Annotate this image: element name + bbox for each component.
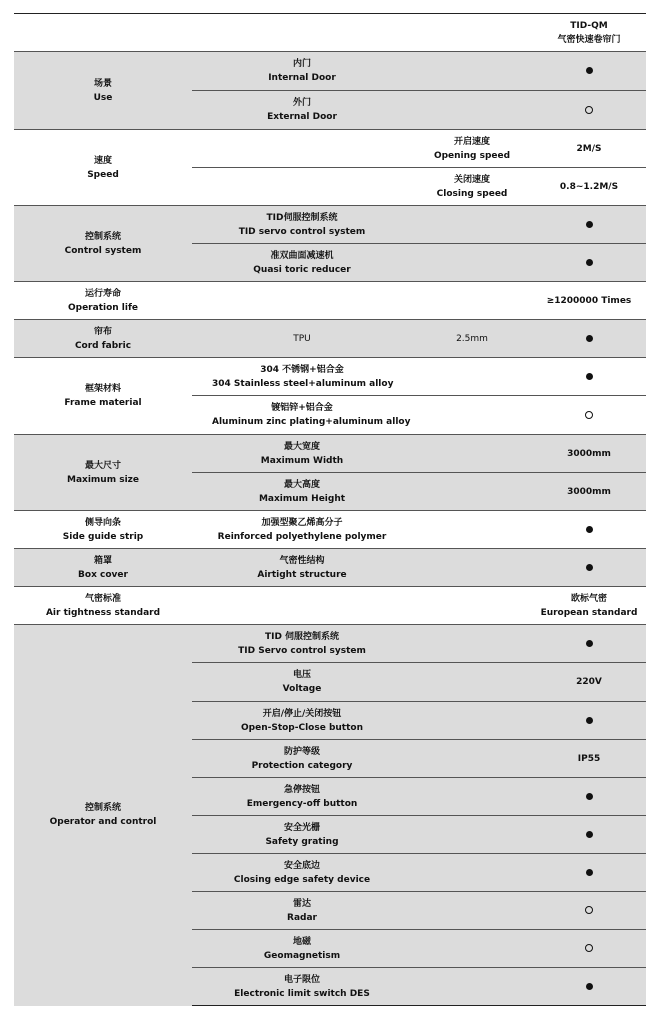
empty-cell	[412, 52, 532, 91]
item-label-en: Airtight structure	[257, 569, 347, 580]
value-cell: 0.8~1.2M/S	[532, 168, 646, 206]
item-cell	[192, 511, 412, 549]
filled-circle-icon	[586, 335, 593, 342]
filled-circle-icon	[586, 259, 593, 266]
item-label-zh: 急停按钮	[283, 784, 320, 795]
category-use	[14, 52, 192, 130]
item-label-en: Maximum Height	[258, 493, 346, 504]
empty-cell	[192, 587, 412, 625]
empty-cell	[412, 282, 532, 320]
item-label-en: Electronic limit switch DES	[234, 988, 370, 999]
item-label-en: Safety grating	[265, 836, 339, 847]
item-label-en: Maximum Width	[260, 455, 344, 466]
table-row	[14, 435, 646, 473]
filled-circle-icon	[586, 564, 593, 571]
mark-cell	[532, 854, 646, 892]
item-label-zh: 电压	[292, 670, 311, 680]
header-blank	[412, 14, 532, 52]
value-cell: 3000mm	[532, 473, 646, 511]
item-label-en: Emergency-off button	[246, 798, 358, 809]
item-cell	[192, 854, 412, 892]
filled-circle-icon	[586, 831, 593, 838]
item-label-zh: 外门	[292, 98, 311, 108]
item-label-zh: 雷达	[292, 898, 311, 909]
category-control-system	[14, 206, 192, 282]
mark-cell	[532, 206, 646, 244]
item-label-en: Open-Stop-Close button	[241, 722, 363, 733]
category-label-en: Box cover	[78, 569, 128, 580]
category-label-en: Use	[93, 92, 113, 103]
mark-cell	[532, 968, 646, 1006]
item-label-zh: 最大高度	[283, 479, 320, 490]
value-cell: 2M/S	[532, 130, 646, 168]
item-label-en: Radar	[287, 912, 317, 923]
hollow-circle-icon	[585, 944, 593, 952]
item-label-en: 304 Stainless steel+aluminum alloy	[212, 378, 394, 389]
item-cell	[192, 396, 532, 435]
mark-cell	[532, 320, 646, 358]
empty-cell	[412, 206, 532, 244]
empty-cell	[192, 168, 412, 206]
empty-cell	[412, 740, 532, 778]
category-box-cover	[14, 549, 192, 587]
item-cell	[192, 816, 412, 854]
empty-cell	[412, 663, 532, 702]
category-label-zh: 控制系统	[84, 231, 121, 242]
spec-table	[14, 13, 646, 1006]
item-label-zh: 最大宽度	[283, 441, 320, 452]
filled-circle-icon	[586, 373, 593, 380]
item-label-zh: 地磁	[292, 936, 311, 947]
empty-cell	[412, 549, 532, 587]
item-cell	[192, 892, 412, 930]
filled-circle-icon	[586, 526, 593, 533]
table-row	[14, 587, 646, 625]
category-cord-fabric	[14, 320, 192, 358]
item-cell	[192, 930, 412, 968]
category-operation-life	[14, 282, 192, 320]
empty-cell	[412, 511, 532, 549]
category-label-en: Operator and control	[49, 817, 157, 828]
table-row	[14, 625, 646, 663]
item-label-en: Opening speed	[433, 150, 511, 161]
item-label-zh: 安全底边	[283, 860, 320, 871]
item-label-zh: 准双曲面减速机	[270, 250, 334, 261]
model-header	[532, 14, 646, 52]
mark-cell	[532, 91, 646, 130]
empty-cell	[412, 244, 532, 282]
category-label-en: Speed	[87, 169, 119, 180]
item-cell	[412, 168, 532, 206]
empty-cell	[412, 778, 532, 816]
mark-cell	[532, 930, 646, 968]
item-label-en: Reinforced polyethylene polymer	[217, 531, 387, 542]
header-blank	[14, 14, 192, 52]
item-label-zh: 关闭速度	[453, 174, 490, 185]
filled-circle-icon	[586, 869, 593, 876]
table-row	[14, 206, 646, 244]
item-label-en: Aluminum zinc plating+aluminum alloy	[212, 417, 411, 427]
category-speed	[14, 130, 192, 206]
category-label-en: Side guide strip	[62, 531, 144, 542]
empty-cell	[412, 473, 532, 511]
category-label-zh: 框架材料	[84, 384, 121, 394]
item-cell	[192, 702, 412, 740]
filled-circle-icon	[586, 640, 593, 647]
item-cell	[192, 778, 412, 816]
table-row	[14, 511, 646, 549]
item-label-zh: 加强型聚乙烯高分子	[261, 517, 343, 528]
item-label-en: TID Servo control system	[238, 645, 366, 656]
item-cell	[192, 625, 412, 663]
item-cell	[192, 549, 412, 587]
hollow-circle-icon	[585, 106, 593, 114]
mark-cell	[532, 778, 646, 816]
category-operator-and-control	[14, 625, 192, 1006]
model-code: TID-QM	[570, 20, 608, 31]
empty-cell	[412, 816, 532, 854]
mark-cell	[532, 244, 646, 282]
empty-cell	[192, 282, 412, 320]
mark-cell	[532, 625, 646, 663]
category-maximum-size	[14, 435, 192, 511]
thickness-cell: 2.5mm	[412, 320, 532, 358]
header-blank	[192, 14, 412, 52]
category-label-en: Operation life	[67, 302, 138, 313]
item-label-zh: 防护等级	[283, 746, 320, 757]
value-cell: 220V	[532, 663, 646, 702]
item-cell	[192, 968, 412, 1006]
filled-circle-icon	[586, 983, 593, 990]
category-label-zh: 箱罩	[93, 555, 112, 566]
item-cell	[192, 740, 412, 778]
category-label-zh: 最大尺寸	[84, 460, 121, 471]
category-label-en: Frame material	[64, 398, 142, 408]
model-name: 气密快速卷帘门	[557, 34, 621, 45]
table-row	[14, 320, 646, 358]
mark-cell	[532, 52, 646, 91]
value-label-zh: 欧标气密	[570, 593, 607, 604]
mark-cell	[532, 816, 646, 854]
category-frame-material	[14, 358, 192, 435]
value-cell	[532, 587, 646, 625]
table-row	[14, 52, 646, 91]
material-cell: TPU	[192, 320, 412, 358]
item-label-en: Voltage	[282, 684, 322, 694]
item-cell	[192, 244, 412, 282]
category-air-tightness	[14, 587, 192, 625]
filled-circle-icon	[586, 717, 593, 724]
item-label-en: TID servo control system	[238, 226, 366, 237]
empty-cell	[412, 854, 532, 892]
value-cell: ≥1200000 Times	[532, 282, 646, 320]
mark-cell	[532, 892, 646, 930]
table-row	[14, 130, 646, 168]
category-label-en: Maximum size	[67, 474, 139, 485]
item-cell	[412, 130, 532, 168]
category-label-zh: 控制系统	[84, 803, 121, 814]
value-label-en: European standard	[540, 607, 638, 618]
hollow-circle-icon	[585, 411, 593, 419]
table-row	[14, 282, 646, 320]
item-label-en: Closing edge safety device	[233, 874, 371, 885]
item-label-zh: 安全光栅	[283, 822, 320, 833]
item-cell	[192, 473, 412, 511]
table-row	[14, 358, 646, 396]
value-cell: IP55	[532, 740, 646, 778]
mark-cell	[532, 358, 646, 396]
item-cell	[192, 358, 532, 396]
category-label-en: Control system	[64, 245, 142, 256]
item-label-en: Protection category	[251, 760, 353, 771]
header-row	[14, 14, 646, 52]
category-label-zh: 侧导向条	[84, 517, 121, 528]
category-label-en: Air tightness standard	[45, 607, 161, 618]
mark-cell	[532, 511, 646, 549]
category-label-en: Cord fabric	[74, 340, 132, 351]
item-label-en: Closing speed	[436, 188, 508, 199]
item-label-zh: 内门	[292, 59, 311, 69]
empty-cell	[412, 435, 532, 473]
item-label-zh: 电子限位	[283, 974, 320, 985]
empty-cell	[412, 625, 532, 663]
item-label-zh: TID 伺服控制系统	[264, 631, 340, 642]
filled-circle-icon	[586, 793, 593, 800]
hollow-circle-icon	[585, 906, 593, 914]
empty-cell	[412, 91, 532, 130]
mark-cell	[532, 396, 646, 435]
item-label-zh: 开启/停止/关闭按钮	[262, 708, 342, 719]
category-label-zh: 速度	[93, 155, 112, 166]
empty-cell	[412, 968, 532, 1006]
item-label-zh: 镀铝锌+铝合金	[271, 403, 333, 413]
filled-circle-icon	[586, 221, 593, 228]
item-label-en: Internal Door	[268, 73, 336, 83]
item-cell	[192, 206, 412, 244]
item-label-zh: 开启速度	[453, 136, 490, 147]
category-side-guide-strip	[14, 511, 192, 549]
item-cell	[192, 52, 412, 91]
category-label-zh: 场景	[93, 78, 112, 89]
table-row	[14, 549, 646, 587]
value-cell: 3000mm	[532, 435, 646, 473]
empty-cell	[192, 130, 412, 168]
mark-cell	[532, 549, 646, 587]
empty-cell	[412, 587, 532, 625]
empty-cell	[412, 702, 532, 740]
item-label-en: Geomagnetism	[263, 950, 341, 961]
filled-circle-icon	[586, 67, 593, 74]
category-label-zh: 气密标准	[84, 593, 121, 604]
item-label-en: Quasi toric reducer	[253, 264, 351, 275]
item-cell	[192, 91, 412, 130]
item-cell	[192, 435, 412, 473]
category-label-zh: 帘布	[93, 326, 112, 337]
empty-cell	[412, 930, 532, 968]
category-label-zh: 运行寿命	[84, 288, 121, 299]
item-cell	[192, 663, 412, 702]
item-label-en: External Door	[267, 112, 337, 122]
empty-cell	[412, 892, 532, 930]
item-label-zh: 304 不锈钢+铝合金	[260, 364, 344, 375]
item-label-zh: TID伺服控制系统	[266, 212, 338, 223]
mark-cell	[532, 702, 646, 740]
item-label-zh: 气密性结构	[279, 555, 325, 566]
